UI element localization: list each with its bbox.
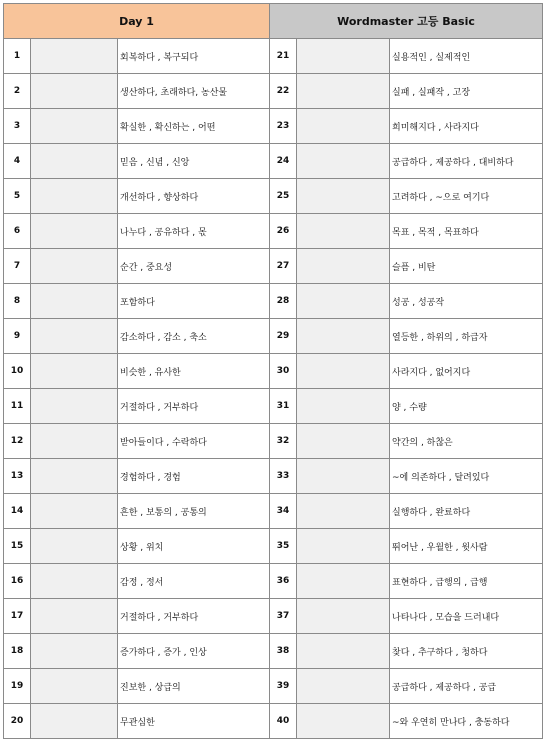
word-meaning: 회복하다 , 복구되다 xyxy=(118,39,270,74)
word-answer-cell[interactable] xyxy=(31,529,118,564)
word-meaning: 공급하다 , 제공하다 , 공급 xyxy=(390,669,543,704)
word-number: 28 xyxy=(270,284,297,319)
word-meaning: 확실한 , 확신하는 , 어떤 xyxy=(118,109,270,144)
table-row xyxy=(4,74,543,109)
word-number: 4 xyxy=(4,144,31,179)
word-meaning: 나타나다 , 모습을 드러내다 xyxy=(390,599,543,634)
word-number: 39 xyxy=(270,669,297,704)
word-meaning: 약간의 , 하찮은 xyxy=(390,424,543,459)
word-number: 37 xyxy=(270,599,297,634)
book-title: Wordmaster 고등 Basic xyxy=(270,4,543,39)
table-row xyxy=(4,459,543,494)
word-answer-cell[interactable] xyxy=(31,39,118,74)
word-meaning: 순간 , 중요성 xyxy=(118,249,270,284)
word-meaning: 상황 , 위치 xyxy=(118,529,270,564)
table-row xyxy=(4,179,543,214)
word-answer-cell[interactable] xyxy=(31,319,118,354)
word-answer-cell[interactable] xyxy=(297,459,390,494)
header-row xyxy=(4,4,543,39)
word-number: 8 xyxy=(4,284,31,319)
word-answer-cell[interactable] xyxy=(297,284,390,319)
word-answer-cell[interactable] xyxy=(31,354,118,389)
word-answer-cell[interactable] xyxy=(31,599,118,634)
word-answer-cell[interactable] xyxy=(31,564,118,599)
table-row xyxy=(4,144,543,179)
word-meaning: 흔한 , 보통의 , 공통의 xyxy=(118,494,270,529)
word-number: 10 xyxy=(4,354,31,389)
table-row xyxy=(4,704,543,739)
word-answer-cell[interactable] xyxy=(297,704,390,739)
word-meaning: 성공 , 성공작 xyxy=(390,284,543,319)
table-row xyxy=(4,494,543,529)
table-row xyxy=(4,564,543,599)
word-answer-cell[interactable] xyxy=(31,74,118,109)
table-row xyxy=(4,389,543,424)
word-number: 11 xyxy=(4,389,31,424)
word-meaning: 실용적인 , 실제적인 xyxy=(390,39,543,74)
word-answer-cell[interactable] xyxy=(31,249,118,284)
table-row xyxy=(4,39,543,74)
word-meaning: 목표 , 목적 , 목표하다 xyxy=(390,214,543,249)
word-number: 13 xyxy=(4,459,31,494)
word-number: 26 xyxy=(270,214,297,249)
table-row xyxy=(4,669,543,704)
word-meaning: 무관심한 xyxy=(118,704,270,739)
word-number: 1 xyxy=(4,39,31,74)
word-meaning: 받아들이다 , 수락하다 xyxy=(118,424,270,459)
word-number: 30 xyxy=(270,354,297,389)
word-meaning: 비슷한 , 유사한 xyxy=(118,354,270,389)
word-number: 15 xyxy=(4,529,31,564)
word-meaning: 찾다 , 추구하다 , 청하다 xyxy=(390,634,543,669)
word-number: 40 xyxy=(270,704,297,739)
word-number: 32 xyxy=(270,424,297,459)
table-row xyxy=(4,214,543,249)
word-answer-cell[interactable] xyxy=(297,214,390,249)
word-answer-cell[interactable] xyxy=(297,179,390,214)
word-meaning: 사라지다 , 없어지다 xyxy=(390,354,543,389)
word-meaning: 거절하다 , 거부하다 xyxy=(118,389,270,424)
word-answer-cell[interactable] xyxy=(297,109,390,144)
word-meaning: 슬픔 , 비탄 xyxy=(390,249,543,284)
word-answer-cell[interactable] xyxy=(31,109,118,144)
table-body xyxy=(4,4,543,739)
word-meaning: 열등한 , 하위의 , 하급자 xyxy=(390,319,543,354)
day-title: Day 1 xyxy=(4,4,270,39)
word-meaning: 믿음 , 신념 , 신앙 xyxy=(118,144,270,179)
table-row xyxy=(4,249,543,284)
word-number: 35 xyxy=(270,529,297,564)
word-meaning: 진보한 , 상급의 xyxy=(118,669,270,704)
word-meaning: 개선하다 , 향상하다 xyxy=(118,179,270,214)
table-row xyxy=(4,284,543,319)
word-meaning: 양 , 수량 xyxy=(390,389,543,424)
word-number: 21 xyxy=(270,39,297,74)
word-answer-cell[interactable] xyxy=(31,424,118,459)
word-number: 22 xyxy=(270,74,297,109)
word-number: 12 xyxy=(4,424,31,459)
word-answer-cell[interactable] xyxy=(31,284,118,319)
word-number: 5 xyxy=(4,179,31,214)
vocabulary-table xyxy=(3,3,543,739)
word-number: 34 xyxy=(270,494,297,529)
word-meaning: ~와 우연히 만나다 , 충동하다 xyxy=(390,704,543,739)
word-answer-cell[interactable] xyxy=(31,669,118,704)
word-number: 27 xyxy=(270,249,297,284)
word-number: 3 xyxy=(4,109,31,144)
word-number: 17 xyxy=(4,599,31,634)
word-number: 9 xyxy=(4,319,31,354)
word-answer-cell[interactable] xyxy=(297,319,390,354)
table-row xyxy=(4,319,543,354)
table-row xyxy=(4,354,543,389)
word-number: 18 xyxy=(4,634,31,669)
word-meaning: 나누다 , 공유하다 , 몫 xyxy=(118,214,270,249)
word-answer-cell[interactable] xyxy=(297,249,390,284)
word-answer-cell[interactable] xyxy=(31,214,118,249)
word-meaning: 감정 , 정서 xyxy=(118,564,270,599)
word-answer-cell[interactable] xyxy=(31,179,118,214)
word-answer-cell[interactable] xyxy=(297,564,390,599)
word-meaning: 경험하다 , 경험 xyxy=(118,459,270,494)
word-number: 24 xyxy=(270,144,297,179)
word-meaning: 감소하다 , 감소 , 축소 xyxy=(118,319,270,354)
word-meaning: 생산하다, 초래하다, 농산물 xyxy=(118,74,270,109)
table-row xyxy=(4,529,543,564)
table-row xyxy=(4,599,543,634)
word-answer-cell[interactable] xyxy=(297,494,390,529)
table-row xyxy=(4,424,543,459)
word-answer-cell[interactable] xyxy=(297,74,390,109)
word-answer-cell[interactable] xyxy=(297,354,390,389)
word-answer-cell[interactable] xyxy=(297,39,390,74)
word-number: 38 xyxy=(270,634,297,669)
word-number: 19 xyxy=(4,669,31,704)
word-meaning: 표현하다 , 급행의 , 급행 xyxy=(390,564,543,599)
word-answer-cell[interactable] xyxy=(297,669,390,704)
word-number: 31 xyxy=(270,389,297,424)
word-answer-cell[interactable] xyxy=(297,529,390,564)
word-answer-cell[interactable] xyxy=(31,494,118,529)
word-answer-cell[interactable] xyxy=(297,634,390,669)
word-meaning: 포함하다 xyxy=(118,284,270,319)
word-meaning: 공급하다 , 제공하다 , 대비하다 xyxy=(390,144,543,179)
word-meaning: 고려하다 , ~으로 여기다 xyxy=(390,179,543,214)
word-answer-cell[interactable] xyxy=(297,599,390,634)
word-meaning: 실행하다 , 완료하다 xyxy=(390,494,543,529)
word-number: 25 xyxy=(270,179,297,214)
word-answer-cell[interactable] xyxy=(297,144,390,179)
word-meaning: 거절하다 , 거부하다 xyxy=(118,599,270,634)
word-number: 36 xyxy=(270,564,297,599)
word-meaning: 뛰어난 , 우월한 , 윗사람 xyxy=(390,529,543,564)
word-meaning: ~에 의존하다 , 달려있다 xyxy=(390,459,543,494)
word-answer-cell[interactable] xyxy=(297,389,390,424)
table-row xyxy=(4,634,543,669)
word-number: 29 xyxy=(270,319,297,354)
word-number: 14 xyxy=(4,494,31,529)
word-meaning: 실패 , 실패작 , 고장 xyxy=(390,74,543,109)
word-number: 2 xyxy=(4,74,31,109)
table-row xyxy=(4,109,543,144)
word-answer-cell[interactable] xyxy=(31,389,118,424)
word-number: 16 xyxy=(4,564,31,599)
word-number: 23 xyxy=(270,109,297,144)
word-answer-cell[interactable] xyxy=(31,704,118,739)
word-number: 7 xyxy=(4,249,31,284)
word-answer-cell[interactable] xyxy=(31,459,118,494)
word-answer-cell[interactable] xyxy=(297,424,390,459)
word-meaning: 희미해지다 , 사라지다 xyxy=(390,109,543,144)
word-number: 6 xyxy=(4,214,31,249)
word-meaning: 증가하다 , 증가 , 인상 xyxy=(118,634,270,669)
word-number: 20 xyxy=(4,704,31,739)
word-answer-cell[interactable] xyxy=(31,634,118,669)
word-number: 33 xyxy=(270,459,297,494)
word-answer-cell[interactable] xyxy=(31,144,118,179)
